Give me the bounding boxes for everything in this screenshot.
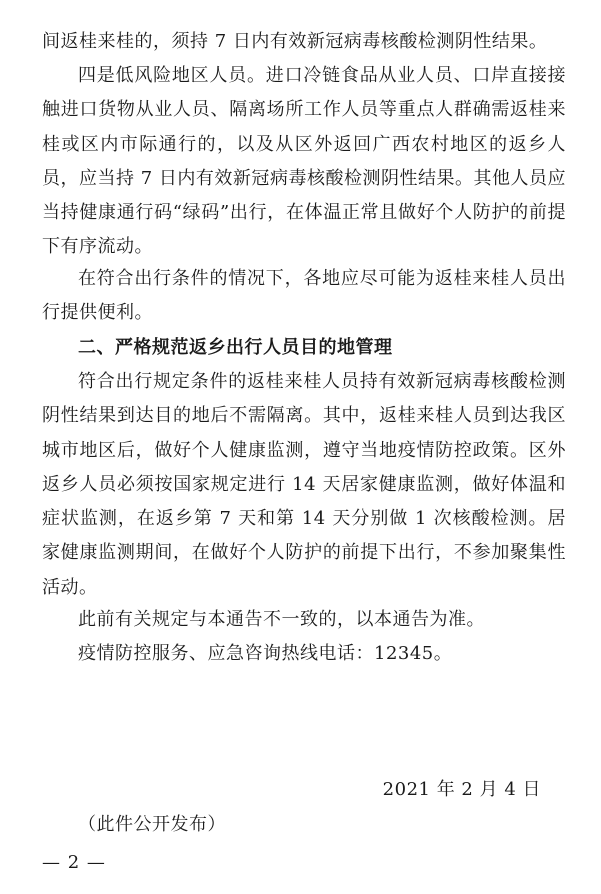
page-number: — 2 — [42,852,106,873]
issue-date: 2021 年 2 月 4 日 [382,779,541,800]
paragraph-continued: 间返桂来桂的，须持 7 日内有效新冠病毒核酸检测阴性结果。 [42,31,548,52]
paragraph-hotline: 疫情防控服务、应急咨询热线电话：12345。 [78,643,453,664]
paragraph-travel-convenience: 在符合出行条件的情况下，各地应尽可能为返桂来桂人员出行提供便利。 [42,268,566,324]
section-heading-destination-management: 二、严格规范返乡出行人员目的地管理 [78,337,393,358]
paragraph-destination-rules: 符合出行规定条件的返桂来桂人员持有效新冠病毒核酸检测阴性结果到达目的地后不需隔离。其中，返桂来桂人员到达我区城市地区后，做好个人健康监测，遵守当地疫情防控政策。区外返乡人员必须按国家规定进行 14 天居家健康监测，做好体温和症状监测，在返乡第 7 天和第 14 天分别做 1 次核酸检测。居家健康监测期间，在做好个人防护的前提下出行，不参加聚集性活动。 [42,371,566,598]
paragraph-precedence: 此前有关规定与本通告不一致的，以本通告为准。 [78,609,485,630]
paragraph-low-risk-area: 四是低风险地区人员。进口冷链食品从业人员、口岸直接接触进口货物从业人员、隔离场所工作人员等重点人群确需返桂来桂或区内市际通行的，以及从区外返回广西农村地区的返乡人员，应当持 7 日内有效新冠病毒核酸检测阴性结果。其他人员应当持健康通行码“绿码”出行，在体温正常且做好个人防护的前提下有序流动。 [42,65,566,258]
release-note: （此件公开发布） [78,814,226,835]
